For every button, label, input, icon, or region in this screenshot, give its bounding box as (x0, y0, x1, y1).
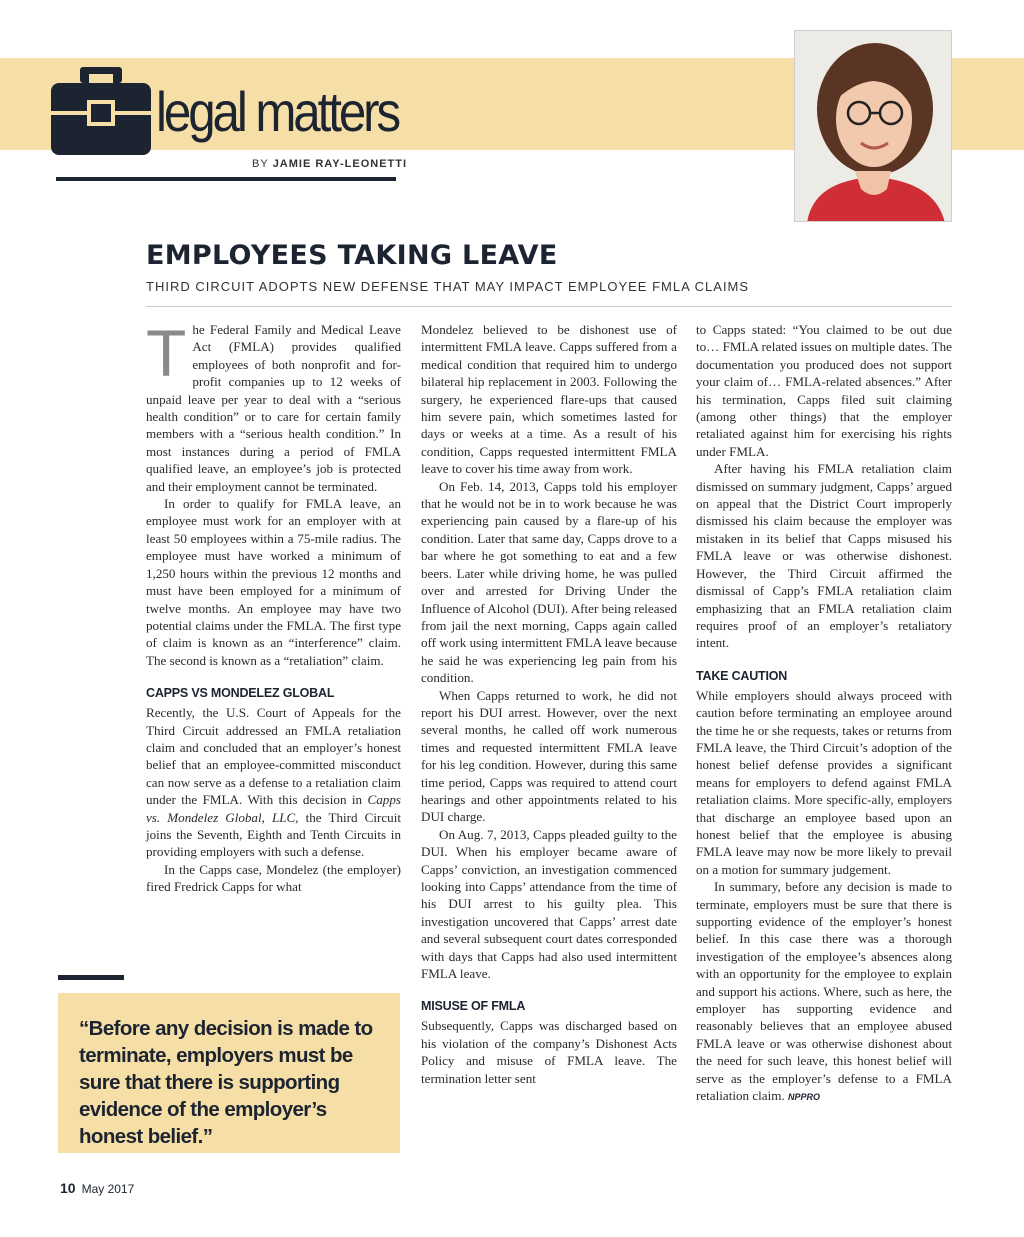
capps-paragraph-2-start: In the Capps case, Mondelez (the employer) fired Fredrick Capps for what (146, 861, 401, 895)
capps-paragraph-1-a: Recently, the U.S. Court of Appeals for the Third Circuit addressed an FMLA retaliation claim and concluded that an employer’s honest belief that an employee-committed misconduct can now serve as a defense to a retaliation claim under the FMLA. With this decision in (146, 705, 401, 808)
case-name: Capps vs. Mondelez Global, LLC, (146, 792, 401, 825)
header-rule (56, 177, 396, 181)
misuse-paragraph-1-cont: to Capps stated: “You claimed to be out due to… FMLA related issues on multiple dates. The documentation you produced does not support your claim of… FMLA-related absences.” After his termination, Capps filed suit claiming (among other things) that the employer retaliated against him for exercising his rights under FMLA. (696, 322, 952, 459)
article-column-2 (421, 321, 677, 1087)
misuse-paragraph-2: After having his FMLA retaliation claim dismissed on summary judgment, Capps’ argued on appeal that the District Court improperly dismissed his claim because the employer was mistaken in its belief that Capps misused his FMLA leave or was otherwise dishonest. However, the Third Circuit affirmed the dismissal of Capp’s FMLA retaliation claim emphasizing that an FMLA retaliation claim requires proof of an employer’s retaliatory intent. (696, 461, 952, 651)
intro-paragraph-1-text: he Federal Family and Medical Leave Act (FMLA) provides qualified employees of both nonprofit and for-profit companies up to 12 weeks of unpaid leave per year to deal with a “serious health condition” or to care for certain family members with a “serious health condition.” In most instances during a period of FMLA qualified leave, an employee’s job is protected and their employment cannot be terminated. (146, 322, 401, 494)
caution-paragraph-1: While employers should always proceed with caution before terminating an employee around the time he or she requests, takes or returns from FMLA leave, the Third Circuit’s adoption of the honest belief defense provides a significant means for employers to defend against FMLA retaliation claims. More specific-ally, employers that discharge an employee based upon an honest belief that the employee is abusing FMLA leave may now be more likely to prevail on a motion for summary judgement. (696, 687, 952, 877)
headline: EMPLOYEES TAKING LEAVE (146, 240, 558, 271)
intro-paragraph-2: In order to qualify for FMLA leave, an employee must work for an employer with at least 50 employees within a 75-mile radius. The employee must have worked a minimum of 1,250 hours within the previous 12 months and must have been employed for a minimum of twelve months. An employee may have two potential claims under the FMLA. The first type of claim is known as an “interference” claim. The second is known as a “retaliation” claim. (146, 496, 401, 668)
author-photo (794, 30, 952, 222)
byline (252, 158, 407, 170)
misuse-paragraph-1-start: Subsequently, Capps was discharged based on his violation of the company’s Dishonest Acts Policy and misuse of FMLA leave. The termination letter sent (421, 1018, 677, 1086)
capps-paragraph-4: When Capps returned to work, he did not report his DUI arrest. However, over the next several months, he called off work numerous times and requested intermittent FMLA leave for his leg condition. However, during this same time period, Capps was required to attend court hearings and other appointments related to his DUI charge. (421, 687, 677, 825)
pull-quote-rule (58, 975, 124, 980)
signature-mark (788, 1092, 820, 1102)
briefcase-icon (50, 66, 152, 156)
page-footer (60, 1180, 134, 1198)
author-name: JAMIE RAY-LEONETTI (272, 158, 408, 170)
subheading-caution: TAKE CAUTION (696, 668, 788, 683)
byline-prefix: BY (252, 158, 269, 170)
drop-cap: T (146, 316, 187, 390)
subhead: THIRD CIRCUIT ADOPTS NEW DEFENSE THAT MAY IMPACT EMPLOYEE FMLA CLAIMS (146, 279, 750, 294)
pull-quote-box (58, 993, 400, 1153)
issue-date: May 2017 (81, 1182, 135, 1196)
capps-paragraph-2-cont: Mondelez believed to be dishonest use of intermittent FMLA leave. Capps suffered from a medical condition that required him to undergo bilateral hip replacement in 2003. Following the surgery, he experienced flare-ups that caused him severe pain, which sometimes lasted for days or weeks at a time. As a result of his condition, Capps requested intermittent FMLA leave to cover his time away from work. (421, 322, 677, 477)
article-column-3 (696, 321, 952, 1106)
capps-paragraph-1 (146, 704, 401, 861)
signature-np: NP (788, 1092, 801, 1103)
caution-paragraph-2 (696, 878, 952, 1106)
subheading-misuse: MISUSE OF FMLA (421, 999, 526, 1014)
title-rule (146, 306, 952, 307)
capps-paragraph-3: On Feb. 14, 2013, Capps told his employer that he would not be in to work because he was experiencing pain caused by a flare-up of his condition. Later that same day, Capps drove to a bar where he got something to eat and a few beers. Later while driving home, he was pulled over and arrested for Driving Under the Influence of Alcohol (DUI). After being released from jail the next morning, Capps again called off work using intermittent FMLA leave because he said he was experiencing leg pain from his condition. (421, 478, 677, 686)
pull-quote-text: “Before any decision is made to terminate, employers must be sure that there is supporting evidence of the employer’s honest belief.” (79, 1017, 373, 1148)
capps-paragraph-1-b: the Third Circuit joins the Seventh, Eighth and Tenth Circuits in providing employers with such a defense. (146, 809, 401, 860)
subheading-capps: CAPPS VS MONDELEZ GLOBAL (146, 686, 335, 701)
caution-paragraph-2-text: In summary, before any decision is made to terminate, employers must be sure that there is supporting evidence of the employer’s honest belief. In this case there was a thorough investigation of the employee’s absences along with an opportunity for the employee to explain and support his actions. Where, such as here, the employer has supporting evidence and reasonably believes that an employee abused FMLA leave or was otherwise dishonest about the need for such leave, this honest belief will serve as the employer’s defense to a FMLA retaliation claim. (696, 879, 952, 1104)
section-title: legal matters (156, 80, 399, 143)
signature-pro: PRO (800, 1092, 821, 1103)
article-column-1 (146, 316, 401, 896)
intro-paragraph-1 (146, 316, 401, 495)
page-number: 10 (60, 1180, 76, 1196)
capps-paragraph-5: On Aug. 7, 2013, Capps pleaded guilty to the DUI. When his employer became aware of Capps’ conviction, an investigation commenced looking into Capps’ attendance from the time of his DUI arrest to his guilty plea. This investigation uncovered that Capps’ arrest date and several subsequent court dates corresponded with days that Capps had also used intermittent FMLA leave. (421, 826, 677, 982)
